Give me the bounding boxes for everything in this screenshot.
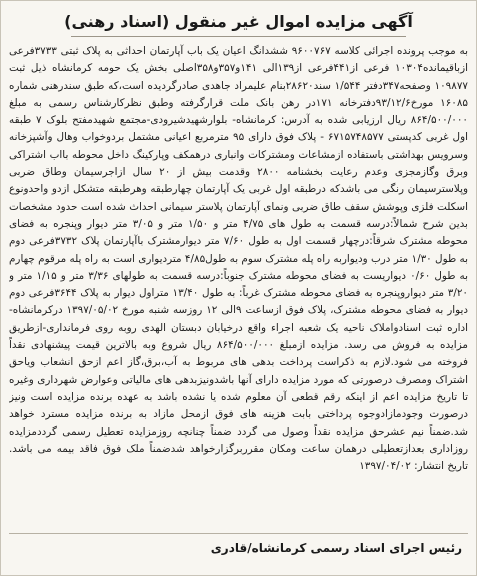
notice-title: آگهی مزایده اموال غیر منقول (اسناد رهنی) <box>64 11 413 31</box>
notice-header <box>64 6 413 37</box>
notice-body: به موجب پرونده اجرائی کلاسه ۹۶۰۰۷۶۷ ششدانگ اعیان یک باب آپارتمان احداثی به پلاک ثبتی ۳۷۳۳فرعی ازباقیمانده۱۰۳۰۴ فرعی از۴۴۱فرعی از۱۳۹الی ۱۴۱و۳۵۷و۳۵۸اصلی بخش یک حومه کرمانشاه ذیل ثبت ۱۰۹۸۷۷ وصفحه۳۴۷دفتر ۱/۵۴۴ سند۲۸۶۲۰بنام علیمراد جاهدی صادرگردیده است،که طبق سندرهنی شماره ۱۶۰۸۵ مورخ۹۳/۱۲/۶دفترخانه ۱۷۱در رهن بانک ملت قرارگرفته وطبق نظرکارشناس رسمی به مبلغ ۸۶۴/۵۰۰/۰۰۰ ریال ارزیابی شده به آدرس: کرمانشاه- بلوارشهیدشیرودی-مجتمع شهیدمفتح بلوک ۷ طبقه اول غربی کدپستی ۶۷۱۵۷۴۸۵۷۷ - پلاک فوق دارای ۹۵ مترمربع اعیانی مشتمل بردوخواب وهال وآشپزخانه وسرویس بهداشتی باستفاده ازمشاعات ومشترکات وانباری درهمکف وپارکینگ داخل محوطه بااب اشتراکی وبرق وگازمجزی وعدم رعایت بخشنامه ۲۸۰۰ وقدمت بیش از ۲۰ سال ازاجرسیمان وطاق ضربی وپلاسترسیمان رنگی می باشدکه درطبقه اول غربی یک آپارتمان چهارطبقه وهرطبقه متشکل ازدو واحدونوع اسکلت فلزی وپوشش سقف طاق ضربی ونمای آپارتمان پلاستر سیمانی احداث شده است حدود مشخصات بدین شرح شمالاً:درسه قسمت به طول های ۴/۷۵ متر و ۱/۵۰ متر و ۳/۰۵ متر دیوار وپنجره به فضای محوطه مشترک شرقاً:درچهار قسمت اول به طول ۷/۶۰ متر دیوارمشترک باآپارتمان پلاک ۳۷۳۲فرعی دوم به طول ۱/۳۰ متر درب ودیواربه راه پله مشترک سوم به طول۴/۸۵ متردیواری است به راه پله مرقوم چهارم به طول ۰/۶۰ دیواریست به فضای محوطه مشترک جنوباً:درسه قسمت به طولهای ۳/۳۶ متر و ۱/۱۵ متر و ۳/۲۰ متر دیواروپنجره به فضای محوطه مشترک غرباً: به طول ۱۳/۴۰ متراول دیوار به پلاک ۳۶۴۴فرعی دوم دیوار به فضای محوطه مشترک، پلاک فوق ازساعت ۹الی ۱۲ روزسه شنبه مورخ ۱۳۹۷/۰۵/۰۲ درکرمانشاه-اداره ثبت اسنادواملاک ناحیه یک شعبه اجراء واقع درخیابان دبستان الهدی روبه روی فرمانداری-ازطریق مزایده به فروش می رسد. مزایده ازمبلغ ۸۶۴/۵۰۰/۰۰۰ ریال شروع وبه بالاترین قیمت پیشنهادی نقداً فروخته می شود.لازم به ذکراست پرداخت بدهی های مربوط به آب،برق،گاز اعم ازحق انشعاب وياحق اشتراک ومصرف درصورتی که مورد مزایده دارای آنها باشدونیزبدهی های مالیاتی وعوارض شهرداری وغیره تا تاریخ مزایده اعم از اینکه رقم قطعی آن معلوم شده یا نشده باشد به عهده برنده مزایده است ونیز درصورت وجودمازادوجوه پرداختی بابت هزینه های فوق ازمحل مازاد به برنده مزایده مسترد خواهد شد.ضمناً نیم عشرحق مزایده نقداً وصول می گردد ضمناً چنانچه روزمزایده تعطیل رسمی گرددمزایده روزاداری بعدازتعطیلی درهمان ساعت ومکان مقرربرگزارخواهد شدضمناً ملک فوق فاقد بیمه می باشد. تاریخ انتشار: ۱۳۹۷/۰۴/۰۲ <box>9 45 468 473</box>
divider <box>9 533 468 534</box>
notice-signature: رئیس اجرای اسناد رسمی کرمانشاه/قادری <box>210 541 462 555</box>
diamond-bullet-icon <box>416 18 422 24</box>
diamond-bullet-icon <box>55 18 61 24</box>
